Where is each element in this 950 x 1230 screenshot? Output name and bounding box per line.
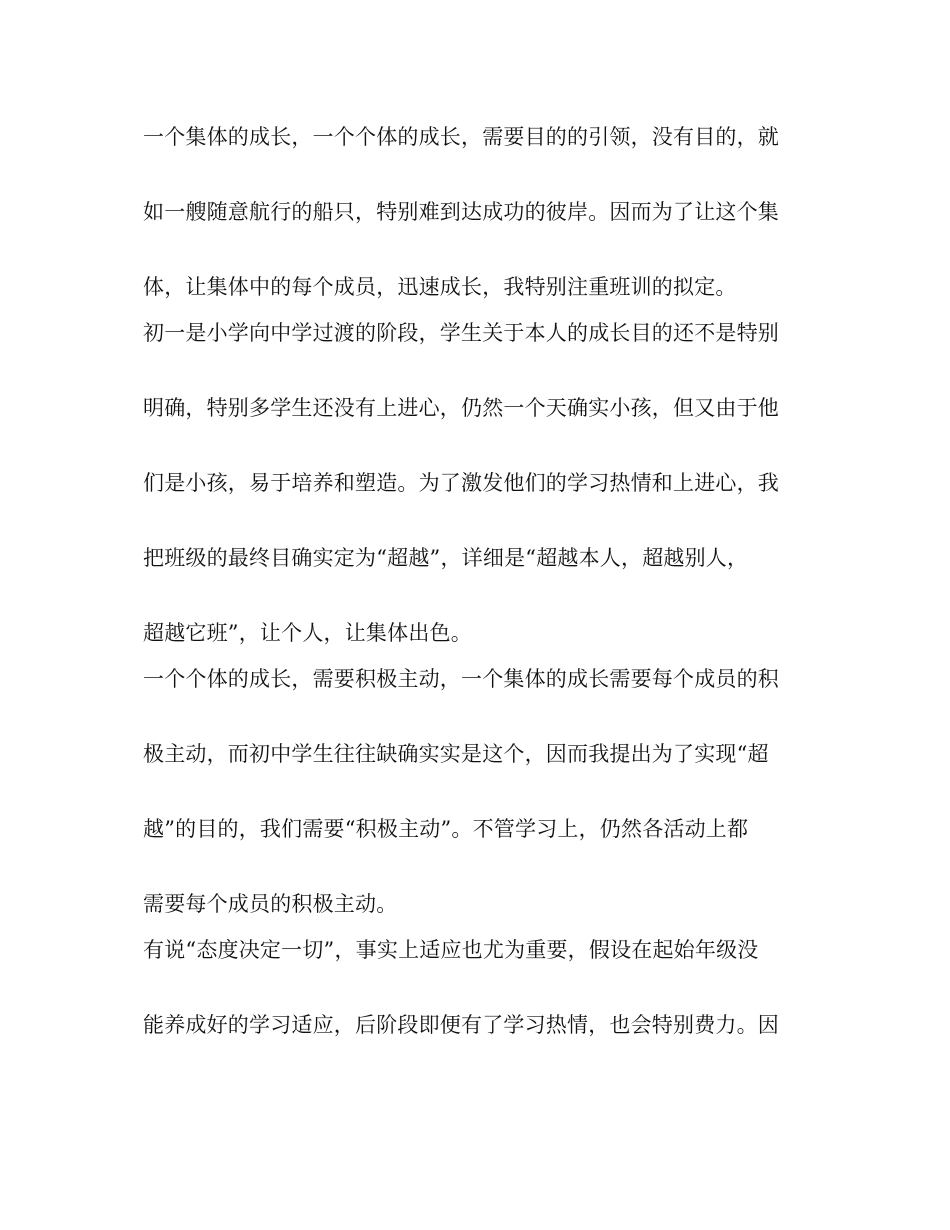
text-line: 超越它班”，让个人，让集体出色。 bbox=[143, 621, 472, 645]
text-line: 体，让集体中的每个成员，迅速成长，我特别注重班训的拟定。 bbox=[143, 275, 737, 299]
document-body bbox=[143, 122, 799, 1056]
text-line: 们是小孩，易于培养和塑造。为了激发他们的学习热情和上进心，我 bbox=[143, 471, 779, 495]
text-line: 把班级的最终目确实定为“超越”，详细是“超越本人，超越别人， bbox=[143, 546, 749, 570]
text-line: 有说“态度决定一切”，事实上适应也尤为重要，假设在起始年级没 bbox=[143, 938, 759, 962]
paragraph-1 bbox=[143, 122, 799, 302]
text-line: 越”的目的，我们需要“积极主动”。不管学习上，仍然各活动上都 bbox=[143, 817, 749, 841]
text-line: 明确，特别多学生还没有上进心，仍然一个天确实小孩，但又由于他 bbox=[143, 396, 779, 420]
text-line: 能养成好的学习适应，后阶段即便有了学习热情，也会特别费力。因 bbox=[143, 1013, 779, 1037]
text-line: 如一艘随意航行的船只，特别难到达成功的彼岸。因而为了让这个集 bbox=[143, 200, 779, 224]
text-line: 初一是小学向中学过渡的阶段，学生关于本人的成长目的还不是特别 bbox=[143, 321, 779, 345]
text-line: 一个集体的成长，一个个体的成长，需要目的的引领，没有目的，就 bbox=[143, 125, 779, 149]
text-line: 极主动，而初中学生往往缺确实实是这个，因而我提出为了实现“超 bbox=[143, 742, 769, 766]
text-line: 需要每个成员的积极主动。 bbox=[143, 892, 398, 916]
paragraph-4 bbox=[143, 935, 799, 1040]
paragraph-2 bbox=[143, 318, 799, 648]
text-line: 一个个体的成长，需要积极主动，一个集体的成长需要每个成员的积 bbox=[143, 667, 779, 691]
paragraph-3 bbox=[143, 664, 799, 919]
